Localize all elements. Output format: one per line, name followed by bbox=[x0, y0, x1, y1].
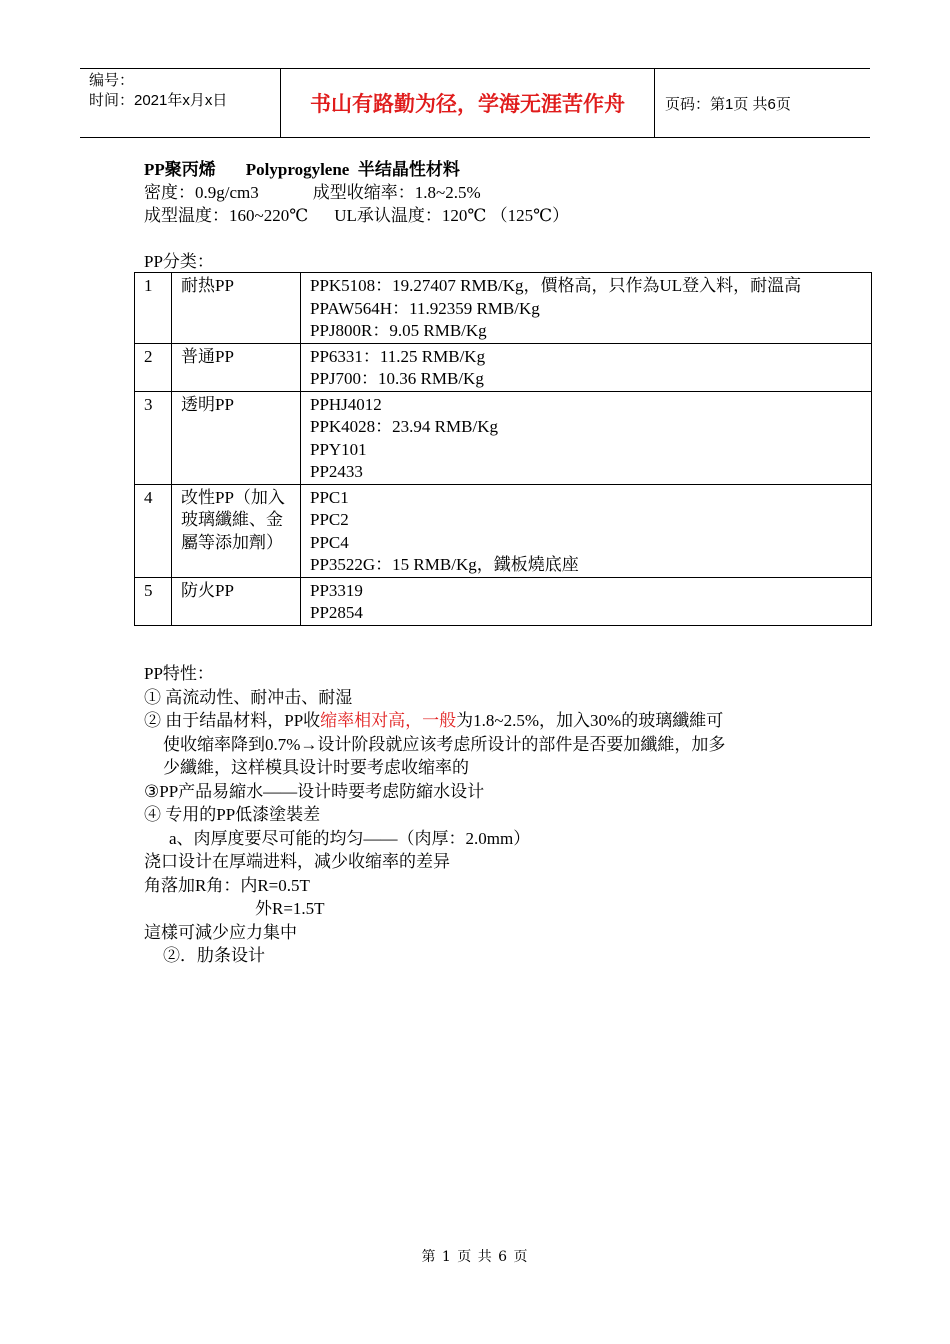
class-heading: PP分类： bbox=[144, 252, 214, 271]
class-grades bbox=[301, 343, 872, 391]
grade-item: PP6331：11.25 RMB/Kg bbox=[310, 346, 486, 366]
table-row bbox=[135, 273, 872, 344]
grade-item: PPHJ4012 bbox=[310, 394, 382, 414]
grade-item: PPC2 bbox=[310, 510, 349, 529]
class-number: 4 bbox=[135, 484, 172, 577]
feature-3: ③PP产品易縮水——设计時要考虑防縮水设计 bbox=[144, 781, 485, 801]
grade-item: PPAW564H：11.92359 RMB/Kg bbox=[310, 298, 540, 318]
document-time: 时间：2021年x月x日 bbox=[89, 92, 228, 109]
class-name: 防火PP bbox=[172, 577, 301, 625]
grade-item: PPJ800R：9.05 RMB/Kg bbox=[310, 321, 487, 340]
shrinkage: 成型收缩率：1.8~2.5% bbox=[312, 183, 481, 202]
class-grades bbox=[301, 484, 872, 577]
grade-item: PP2433 bbox=[310, 462, 363, 481]
table-row bbox=[135, 484, 872, 577]
table-row bbox=[135, 391, 872, 484]
class-number: 1 bbox=[135, 273, 172, 344]
document-number-label: 编号： bbox=[89, 72, 135, 89]
page-footer: 第 1 页 共 6 页 bbox=[421, 1249, 529, 1265]
class-grades bbox=[301, 391, 872, 484]
intro-section bbox=[144, 158, 874, 273]
grade-item: PPC1 bbox=[310, 487, 349, 507]
density: 密度：0.9g/cm3 bbox=[144, 183, 259, 202]
feature-4a: a、肉厚度要尽可能的均匀——（肉厚：2.0mm） bbox=[169, 828, 531, 848]
grade-item: PP3319 bbox=[310, 580, 363, 600]
ul-temp: UL承认温度：120℃ （125℃） bbox=[334, 206, 570, 225]
classification-table bbox=[134, 272, 872, 626]
feature-2-text-b: 为1.8~2.5%，加入30%的玻璃纖維可 bbox=[456, 711, 724, 730]
feature-2-highlight: 缩率相对高，一般 bbox=[320, 711, 457, 730]
table-row bbox=[135, 343, 872, 391]
corner-radius-inner: 角落加R角：内R=0.5T bbox=[144, 875, 310, 895]
title-type: 半结晶性材料 bbox=[357, 160, 460, 179]
feature-2-text-a: ② 由于结晶材料，PP收 bbox=[144, 711, 321, 730]
feature-4: ④ 专用的PP低漆塗裝差 bbox=[144, 805, 321, 824]
material-title bbox=[144, 158, 874, 181]
features-heading: PP特性： bbox=[144, 664, 214, 683]
class-name: 透明PP bbox=[172, 391, 301, 484]
class-number: 5 bbox=[135, 577, 172, 625]
title-cn: PP聚丙烯 bbox=[144, 160, 216, 179]
header-meta bbox=[80, 69, 281, 137]
feature-2 bbox=[144, 709, 844, 733]
rib-design: ②．肋条设计 bbox=[163, 946, 265, 965]
class-number: 3 bbox=[135, 391, 172, 484]
grade-item: PPY101 bbox=[310, 439, 367, 459]
grade-item: PPK5108：19.27407 RMB/Kg，價格高，只作為UL登入料，耐溫高 bbox=[310, 276, 802, 295]
page-header bbox=[80, 68, 870, 138]
header-page-info: 页码：第1页 共6页 bbox=[665, 95, 791, 113]
density-line bbox=[144, 181, 874, 204]
gate-design: 浇口设计在厚端进料，减少收缩率的差异 bbox=[144, 852, 450, 871]
feature-2-cont2: 少纖維，这样模具设计时要考虑收缩率的 bbox=[163, 758, 469, 777]
class-name: 普通PP bbox=[172, 343, 301, 391]
grade-item: PPJ700：10.36 RMB/Kg bbox=[310, 369, 484, 388]
title-en: Polyprogylene bbox=[245, 160, 350, 179]
corner-radius-outer: 外R=1.5T bbox=[255, 899, 325, 918]
grade-item: PP3522G：15 RMB/Kg，鐵板燒底座 bbox=[310, 555, 579, 574]
feature-2-cont: 使收缩率降到0.7%→设计阶段就应该考虑所设计的部件是否要加纖維，加多 bbox=[163, 734, 726, 754]
temperature-line bbox=[144, 204, 874, 227]
header-motto: 书山有路勤为径，学海无涯苦作舟 bbox=[281, 69, 655, 137]
feature-1: ① 高流动性、耐冲击、耐湿 bbox=[144, 687, 353, 707]
grade-item: PP2854 bbox=[310, 603, 363, 622]
class-grades bbox=[301, 273, 872, 344]
class-name: 耐热PP bbox=[172, 273, 301, 344]
features-section bbox=[144, 662, 844, 968]
grade-item: PPK4028：23.94 RMB/Kg bbox=[310, 417, 498, 436]
molding-temp: 成型温度：160~220℃ bbox=[144, 206, 309, 225]
table-row bbox=[135, 577, 872, 625]
class-number: 2 bbox=[135, 343, 172, 391]
grade-item: PPC4 bbox=[310, 532, 349, 552]
stress-note: 這樣可減少应力集中 bbox=[144, 922, 297, 942]
class-name: 改性PP（加入玻璃纖維、金屬等添加劑） bbox=[172, 484, 301, 577]
class-grades bbox=[301, 577, 872, 625]
